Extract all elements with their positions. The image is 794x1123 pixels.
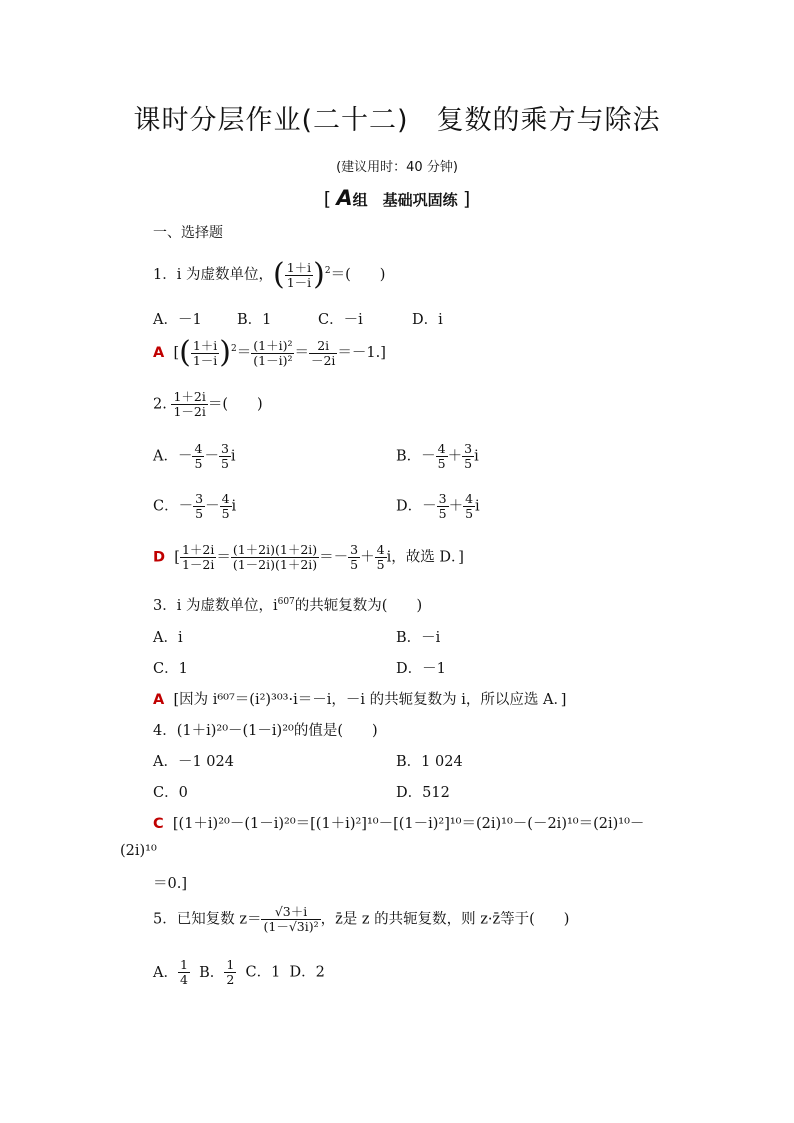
question-5-stem: 5．已知复数 z＝ $\frac{√3+i}{\text{(1－√3i)²}}$ ，z̄是 z 的共轭复数，则 z·z̄等于( )	[153, 904, 570, 934]
q4-solution-line-3: ＝0.]	[153, 876, 187, 892]
q4-option-c: C．0	[153, 785, 188, 801]
q3-solution: A [因为 i⁶⁰⁷＝(i²)³⁰³·i＝－i，－i 的共轭复数为 i，所以应选 A．]	[153, 692, 567, 708]
q4-option-a: A．－1 024	[153, 754, 234, 770]
q4-solution-line-2: (2i)¹⁰	[120, 843, 157, 859]
q4-option-d: D．512	[396, 785, 450, 801]
q3-answer: A	[153, 692, 165, 708]
question-1-stem: 1．i 为虚数单位，( $\frac{1+i}{1-i}$ )$^2$＝( )	[153, 257, 386, 292]
question-2-stem: 2. $\frac{1+2i}{1-2i}$ ＝( )	[153, 389, 263, 419]
section-title: 一、选择题	[153, 225, 223, 241]
q2-option-a: A．－ $\frac{4}{5}$ － $\frac{3}{5}$ i	[153, 441, 236, 471]
q4-option-b: B．1 024	[396, 754, 463, 770]
q2-answer: D	[153, 549, 166, 566]
q5-options	[153, 958, 325, 987]
title-main: 课时分层作业(二十二)	[133, 105, 409, 136]
q3-option-c: C．1	[153, 661, 188, 677]
q4-answer: C	[153, 816, 164, 832]
q3-option-d: D．－1	[396, 661, 446, 677]
q5-option-b: B． $\frac{1}{2}$	[199, 957, 235, 987]
group-letter: A	[336, 186, 353, 210]
q1-option-d: D．i	[412, 312, 443, 328]
q5-option-a: A． $\frac{1}{4}$	[153, 957, 188, 987]
q4-solution-line-1: C [(1＋i)²⁰－(1－i)²⁰＝[(1＋i)²]¹⁰－[(1－i)²]¹⁰＝(2i)¹⁰－(－2i)¹⁰＝(2i)¹⁰－	[153, 816, 645, 832]
q1-option-c: C．－i	[318, 312, 363, 328]
page-title	[0, 98, 794, 137]
q1-stem-text: 1．i 为虚数单位，	[153, 267, 273, 283]
question-3-stem: 3．i 为虚数单位，$i^{607}$的共轭复数为( )	[153, 597, 423, 614]
q1-option-a: A．－1	[153, 312, 202, 328]
q5-option-c: C．1	[245, 964, 281, 981]
group-label: 组 基础巩固练	[352, 191, 458, 209]
q1-answer: A	[153, 345, 165, 361]
q2-option-d: D．－ $\frac{3}{5}$ ＋ $\frac{4}{5}$ i	[396, 491, 480, 521]
q3-option-a: A．i	[153, 630, 183, 646]
q2-option-b: B．－ $\frac{4}{5}$ ＋ $\frac{3}{5}$ i	[396, 441, 479, 471]
q3-option-b: B．－i	[396, 630, 441, 646]
title-topic: 复数的乘方与除法	[436, 105, 661, 136]
q1-option-b: B．1	[237, 312, 272, 328]
group-heading: [ A组 基础巩固练 ]	[323, 186, 471, 210]
q2-solution: D [ $\frac{1+2i}{1-2i}$ ＝ $\frac{(1+2i)(1+2i)}{(1-2i)(1+2i)}$ ＝－ $\frac{3}{5}$ ＋ $\frac{4}{5}$ i，故选 D．]	[153, 542, 464, 572]
q1-solution: A [( $\frac{1+i}{1-i}$ )$^2$＝ $\frac{\text{(1＋i)²}}{\text{(1－i)²}}$ ＝ $\frac{2i}{-2i}$ ＝－1.]	[153, 335, 386, 370]
q1-fraction: $\frac{1+i}{1-i}$	[286, 259, 312, 290]
question-4-stem: 4．(1＋i)²⁰－(1－i)²⁰的值是( )	[153, 723, 378, 739]
q2-option-c: C．－ $\frac{3}{5}$ － $\frac{4}{5}$ i	[153, 491, 237, 521]
time-note: (建议用时：40 分钟)	[336, 160, 458, 175]
q5-option-d: D．2	[289, 964, 325, 981]
